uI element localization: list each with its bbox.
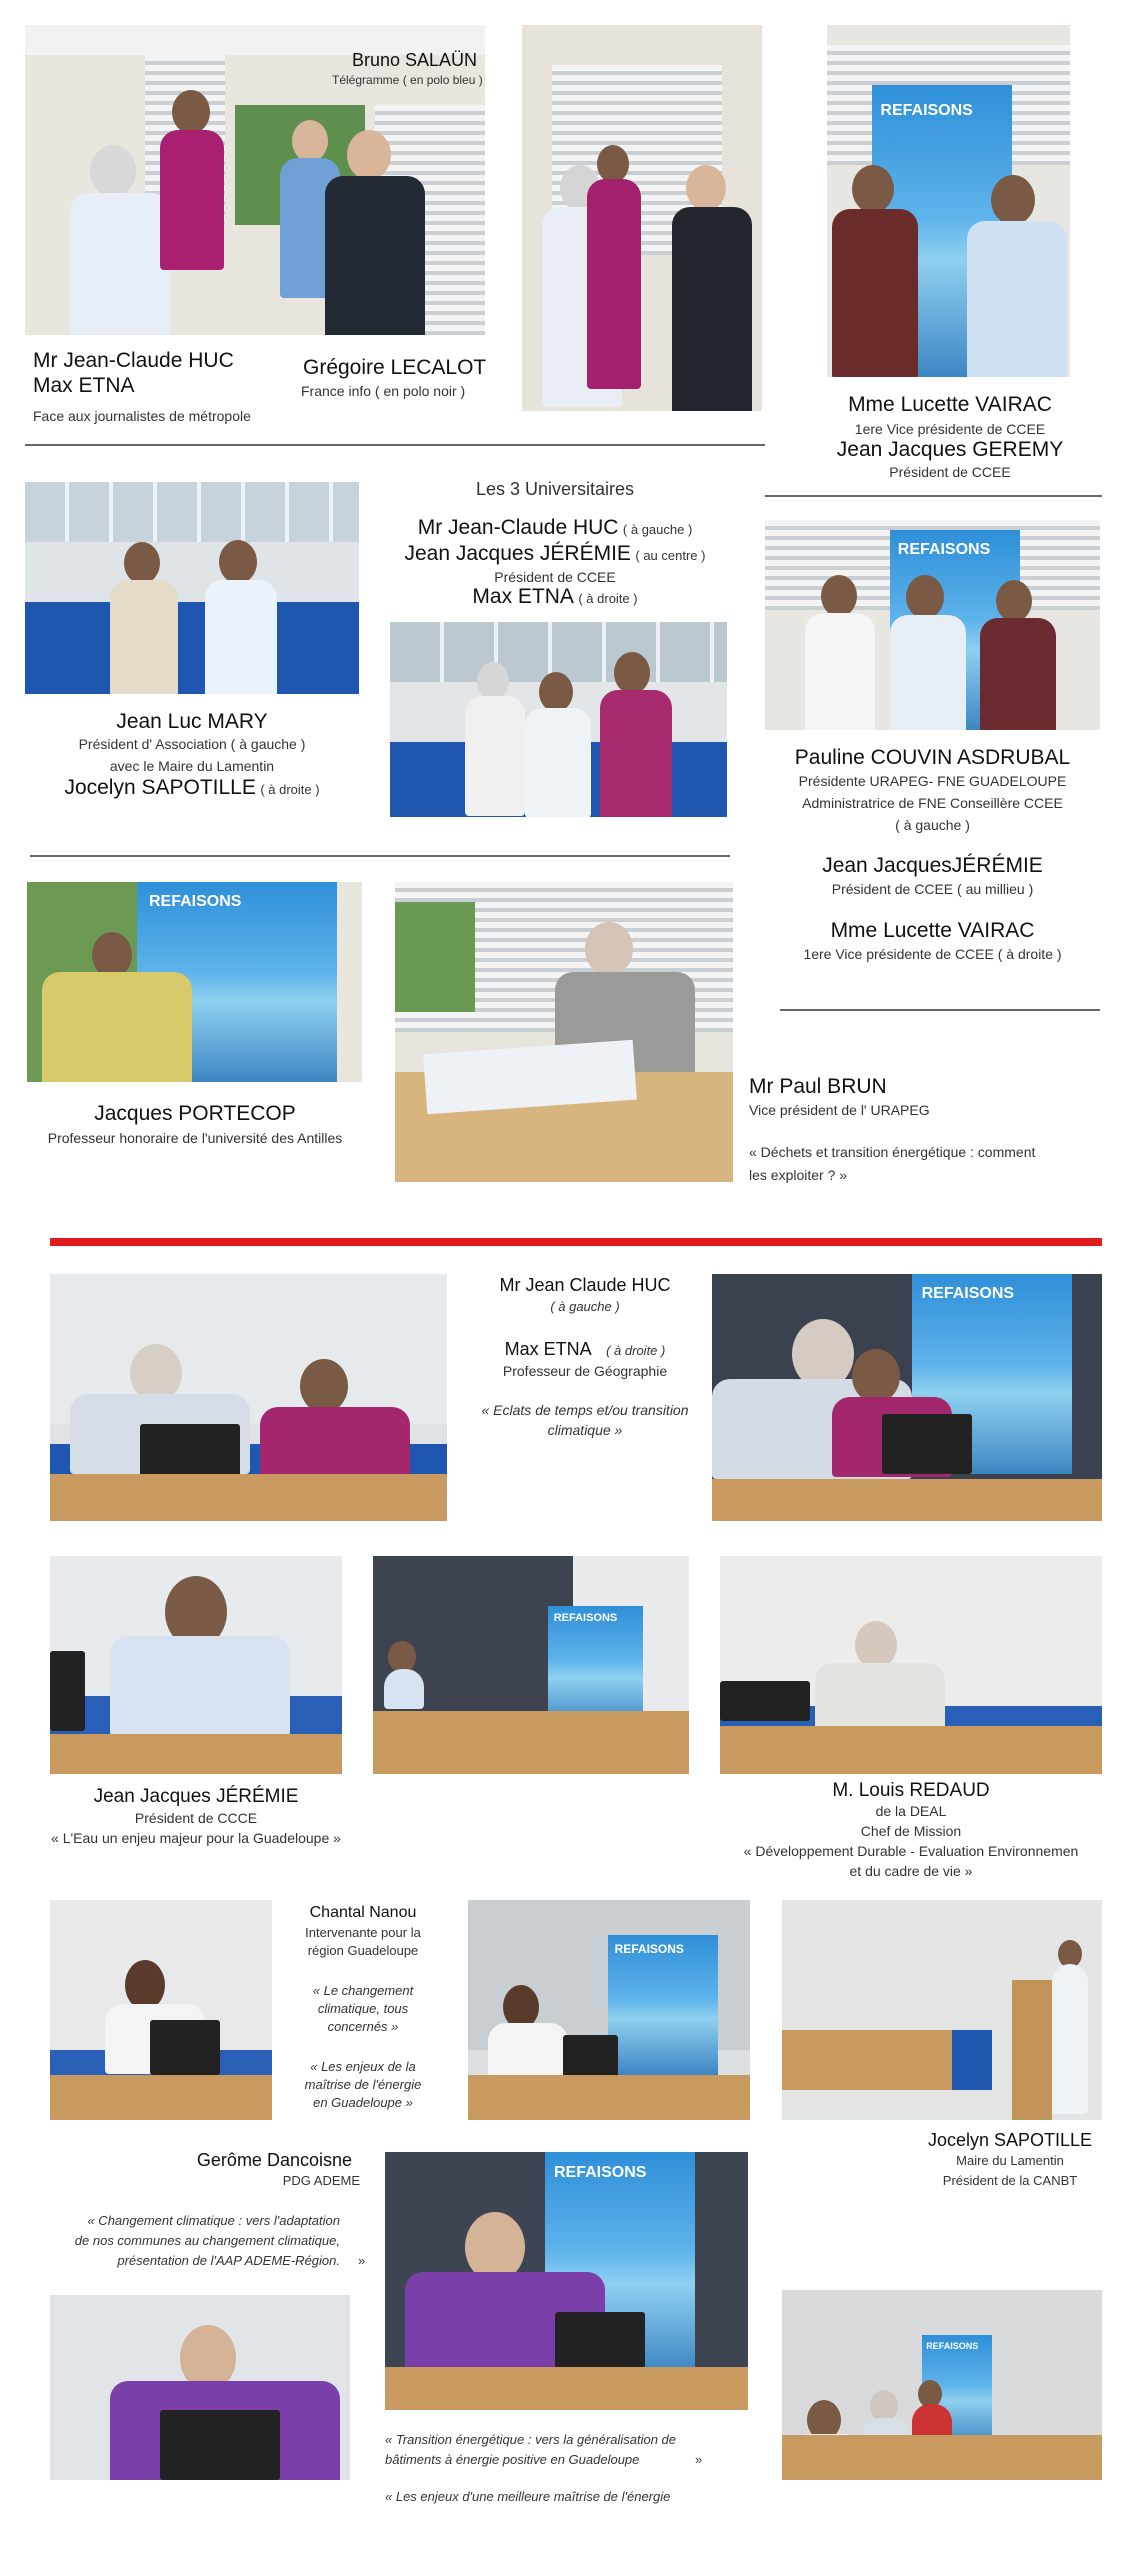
vairac-role: 1ere Vice présidente de CCEE <box>854 421 1046 437</box>
climate-poster: REFAISONS <box>548 1606 643 1726</box>
s2-jeremie-line <box>380 541 730 566</box>
s2-etna-name: Max ETNA <box>472 585 574 608</box>
climate-poster: REFAISONS <box>545 2152 695 2372</box>
s6-sapotille-name: Jocelyn SAPOTILLE <box>927 2130 1093 2150</box>
climate-poster: REFAISONS <box>608 1935 718 2075</box>
s2-vairac-role: 1ere Vice présidente de CCEE ( à droite ) <box>803 946 1062 962</box>
energie-q1: « Transition énergétique : vers la généralisation de <box>385 2432 676 2447</box>
sapotille-line <box>25 775 359 800</box>
nanou-q1c: concernés » <box>327 2019 399 2034</box>
energie-q3: « Les enjeux d'une meilleure maîtrise de l'énergie <box>385 2489 671 2504</box>
s6-sapotille-l1: Maire du Lamentin <box>956 2153 1064 2168</box>
photo-huc-etna-panel <box>50 1274 447 1521</box>
photo-sapotille-podium <box>782 1900 1102 2120</box>
photo-audience <box>782 2290 1102 2480</box>
s6-sapotille-l2: Président de la CANBT <box>942 2173 1078 2188</box>
geremy-name: Jean Jacques GEREMY <box>836 438 1064 461</box>
couvin-pos: ( à gauche ) <box>895 817 970 833</box>
photo-nanou <box>50 1900 272 2120</box>
photo-dancoisne-wide <box>385 2152 748 2410</box>
divider <box>30 855 730 857</box>
nanou-q2b: maîtrise de l'énergie <box>304 2077 422 2092</box>
mary-role: Président d' Association ( à gauche ) <box>78 736 306 752</box>
nanou-l1: Intervenante pour la <box>305 1925 421 1940</box>
vairac-name: Mme Lucette VAIRAC <box>848 393 1052 416</box>
dancoisne-q1: « Changement climatique : vers l'adaptation <box>87 2213 340 2228</box>
dancoisne-q3-end: » <box>358 2253 366 2268</box>
redaud-l4: et du cadre de vie » <box>849 1863 973 1879</box>
etna-name: Max ETNA <box>33 374 135 397</box>
photo-dancoisne-closeup <box>50 2295 350 2480</box>
s2-huc-pos: ( à gauche ) <box>622 522 693 537</box>
s4-etna-pos: ( à droite ) <box>606 1343 666 1358</box>
s5-jeremie-role: Président de CCCE <box>134 1810 258 1826</box>
geremy-role: Président de CCEE <box>889 464 1011 480</box>
photo-couvin-jeremie-vairac <box>765 520 1100 730</box>
photo-mary-sapotille <box>25 482 359 694</box>
climate-poster: REFAISONS <box>872 85 1012 377</box>
s4-quote1: « Eclats de temps et/ou transition <box>481 1402 689 1418</box>
climate-poster: REFAISONS <box>890 530 1020 730</box>
brun-quote2: les exploiter ? » <box>749 1167 848 1183</box>
s5-jeremie-name: Jean Jacques JÉRÉMIE <box>93 1786 299 1807</box>
energie-q2-end: » <box>695 2452 703 2467</box>
nanou-l2: région Guadeloupe <box>307 1943 419 1958</box>
bruno-role: Télégramme ( en polo bleu ) <box>332 73 483 87</box>
divider <box>780 1009 1100 1011</box>
climate-poster: REFAISONS <box>912 1274 1072 1474</box>
universitaires-heading: Les 3 Universitaires <box>475 479 635 499</box>
dancoisne-q2: de nos communes au changement climatique, <box>74 2233 340 2248</box>
climate-poster: REFAISONS <box>922 2335 992 2445</box>
s4-huc-pos: ( à gauche ) <box>550 1299 620 1314</box>
nanou-q1b: climatique, tous <box>317 2001 409 2016</box>
portecop-name: Jacques PORTECOP <box>94 1102 296 1125</box>
s2-jeremie-name: Jean Jacques JÉRÉMIE <box>404 542 631 565</box>
photo-redaud <box>720 1556 1102 1774</box>
nanou-q1a: « Le changement <box>312 1983 414 1998</box>
s4-etna-line <box>455 1339 715 1361</box>
nanou-q2c: en Guadeloupe » <box>313 2095 413 2110</box>
photo-nanou-wide <box>468 1900 750 2120</box>
section-separator <box>50 1238 1102 1246</box>
brun-role: Vice président de l' URAPEG <box>749 1102 930 1118</box>
photo-jeremie-wide <box>373 1556 689 1774</box>
s2-huc-line <box>380 515 730 540</box>
s2-jeremie-role: Président de CCEE <box>494 569 616 585</box>
photo-journalists-close <box>522 25 762 411</box>
redaud-l3: « Développement Durable - Evaluation Environnemen <box>743 1843 1079 1859</box>
divider <box>25 444 765 446</box>
divider <box>765 495 1102 497</box>
brun-quote1: « Déchets et transition énergétique : comment <box>749 1144 1036 1160</box>
photo-three-academics <box>390 622 727 817</box>
sapotille-name: Jocelyn SAPOTILLE <box>64 776 256 799</box>
redaud-name: M. Louis REDAUD <box>832 1780 990 1801</box>
brun-name: Mr Paul BRUN <box>749 1075 887 1098</box>
s2-etna-line <box>380 584 730 609</box>
s2-huc-name: Mr Jean-Claude HUC <box>417 516 619 539</box>
s4-huc-name: Mr Jean Claude HUC <box>499 1275 671 1295</box>
s4-quote2: climatique » <box>547 1422 623 1438</box>
photo-paul-brun <box>395 882 733 1182</box>
jj-role: Président de CCEE ( au millieu ) <box>831 881 1034 897</box>
gregoire-role: France info ( en polo noir ) <box>301 383 466 399</box>
s2-vairac-name: Mme Lucette VAIRAC <box>830 919 1035 942</box>
portecop-role: Professeur honoraire de l'université des Antilles <box>47 1130 343 1146</box>
mary-with: avec le Maire du Lamentin <box>109 758 275 774</box>
dancoisne-q3: présentation de l'AAP ADEME-Région. <box>117 2253 340 2268</box>
nanou-q2a: « Les enjeux de la <box>310 2059 416 2074</box>
gregoire-name: Grégoire LECALOT <box>303 356 487 379</box>
sapotille-pos: ( à droite ) <box>260 782 320 797</box>
photo-portecop <box>27 882 362 1082</box>
energie-q2: bâtiments à énergie positive en Guadeloupe <box>385 2452 640 2467</box>
face-caption: Face aux journalistes de métropole <box>33 408 251 424</box>
mary-name: Jean Luc MARY <box>116 710 268 733</box>
s4-etna-role: Professeur de Géographie <box>502 1363 668 1379</box>
bruno-name: Bruno SALAÜN <box>352 50 478 70</box>
huc-name: Mr Jean-Claude HUC <box>33 349 234 372</box>
climate-poster: REFAISONS <box>137 882 337 1082</box>
photo-vairac-geremy <box>827 25 1070 377</box>
s5-jeremie-quote: « L'Eau un enjeu majeur pour la Guadeloupe » <box>51 1830 341 1846</box>
photo-jeremie-speaker <box>50 1556 342 1774</box>
photo-huc-etna-closeup <box>712 1274 1102 1521</box>
couvin-role2: Administratrice de FNE Conseillère CCEE <box>802 795 1063 811</box>
nanou-name: Chantal Nanou <box>309 1904 417 1921</box>
s2-etna-pos: ( à droite ) <box>578 591 638 606</box>
dancoisne-name: Gerôme Dancoisne <box>196 2150 352 2170</box>
redaud-l2: Chef de Mission <box>860 1823 962 1839</box>
jj-name: Jean JacquesJÉRÉMIE <box>822 854 1043 877</box>
s2-jeremie-pos: ( au centre ) <box>635 548 706 563</box>
s4-etna-name: Max ETNA <box>504 1339 592 1359</box>
redaud-l1: de la DEAL <box>875 1803 947 1819</box>
couvin-role1: Présidente URAPEG- FNE GUADELOUPE <box>798 773 1067 789</box>
couvin-name: Pauline COUVIN ASDRUBAL <box>794 746 1071 769</box>
dancoisne-role: PDG ADEME <box>282 2173 360 2188</box>
